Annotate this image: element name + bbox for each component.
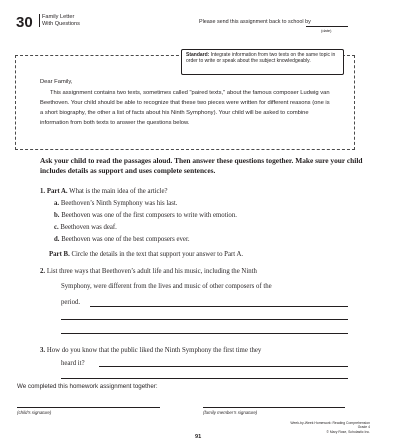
header-label-line-2: With Questions [42, 20, 80, 27]
question-3-number: 3. [40, 347, 46, 354]
option-d-letter: d. [54, 236, 60, 243]
question-3-line-1 [40, 345, 261, 356]
completion-statement: We completed this homework assignment together: [17, 383, 158, 390]
standard-label: Standard: [186, 52, 210, 58]
option-c-letter: c. [54, 224, 59, 231]
return-date-field[interactable] [306, 26, 348, 27]
family-signature-field[interactable] [203, 407, 345, 408]
answer-line[interactable] [90, 306, 348, 307]
worksheet-type-label [39, 14, 80, 27]
option-c[interactable] [54, 222, 117, 233]
answer-line[interactable] [61, 333, 348, 334]
answer-line[interactable] [61, 378, 348, 379]
copyright-line-2: © Mary Rose, Scholastic Inc. [326, 429, 370, 434]
copyright [286, 421, 370, 434]
question-2-line-3: period. [61, 299, 81, 306]
question-2-line-2: Symphony, were different from the lives and music of other composers of the [61, 283, 272, 290]
child-signature-field[interactable] [17, 407, 160, 408]
question-2-text-1: List three ways that Beethoven’s adult life and his music, including the Ninth [46, 268, 257, 275]
family-signature-label: (family member’s signature) [203, 410, 258, 415]
return-date-note: Please send this assignment back to school by [199, 19, 311, 25]
instructions: Ask your child to read the passages aloud. Then answer these questions together. Make sure your child includes details as support and uses complete sentences. [40, 156, 363, 175]
question-1-part-a-label: Part A. [46, 188, 68, 195]
option-d[interactable] [54, 234, 190, 245]
header-label-line-1: Family Letter [42, 14, 75, 20]
option-a[interactable] [54, 198, 178, 209]
standard-text: Integrate information from two texts on the same topic in order to write or speak about the subject knowledgeably. [186, 52, 336, 65]
option-b-letter: b. [54, 212, 60, 219]
option-c-text: Beethoven was deaf. [60, 224, 117, 231]
option-a-letter: a. [54, 200, 60, 207]
question-3-line-2: heard it? [61, 360, 85, 367]
answer-line[interactable] [61, 319, 348, 320]
question-1-part-b-label: Part B. [49, 251, 70, 258]
answer-line[interactable] [99, 366, 348, 367]
letter-body: This assignment contains two texts, sometimes called "paired texts," about the famous composer Ludwig van Beethoven. Your child should be able to recognize that these two pieces were written for different reasons (one is a short biography, the other a list of facts about his Ninth Symphony). Your child will be asked to combine information from both texts to answer the questions below. [40, 90, 330, 126]
question-1-part-a-text: What is the main idea of the article? [69, 188, 168, 195]
page-number: 30 [16, 14, 33, 31]
question-2-line-1 [40, 266, 257, 277]
date-label: (date) [321, 28, 332, 33]
question-1-number: 1. [40, 188, 46, 195]
option-b[interactable] [54, 210, 237, 221]
child-signature-label: (child’s signature) [17, 410, 52, 415]
option-b-text: Beethoven was one of the first composers to write with emotion. [61, 212, 237, 219]
letter-greeting: Dear Family, [40, 79, 73, 85]
question-3-text-1: How do you know that the public liked the Ninth Symphony the first time they [46, 347, 262, 354]
question-1-part-b [49, 249, 243, 260]
option-a-text: Beethoven’s Ninth Symphony was his last. [60, 200, 178, 207]
question-1 [40, 186, 167, 197]
standard-box [181, 49, 344, 75]
question-2-number: 2. [40, 268, 46, 275]
copyright-line-1: Week-by-Week Homework: Reading Comprehension Grade 4 [290, 421, 370, 430]
page-footer-number: 91 [195, 434, 202, 440]
question-1-part-b-text: Circle the details in the text that support your answer to Part A. [71, 251, 244, 258]
option-d-text: Beethoven was one of the best composers ever. [61, 236, 190, 243]
